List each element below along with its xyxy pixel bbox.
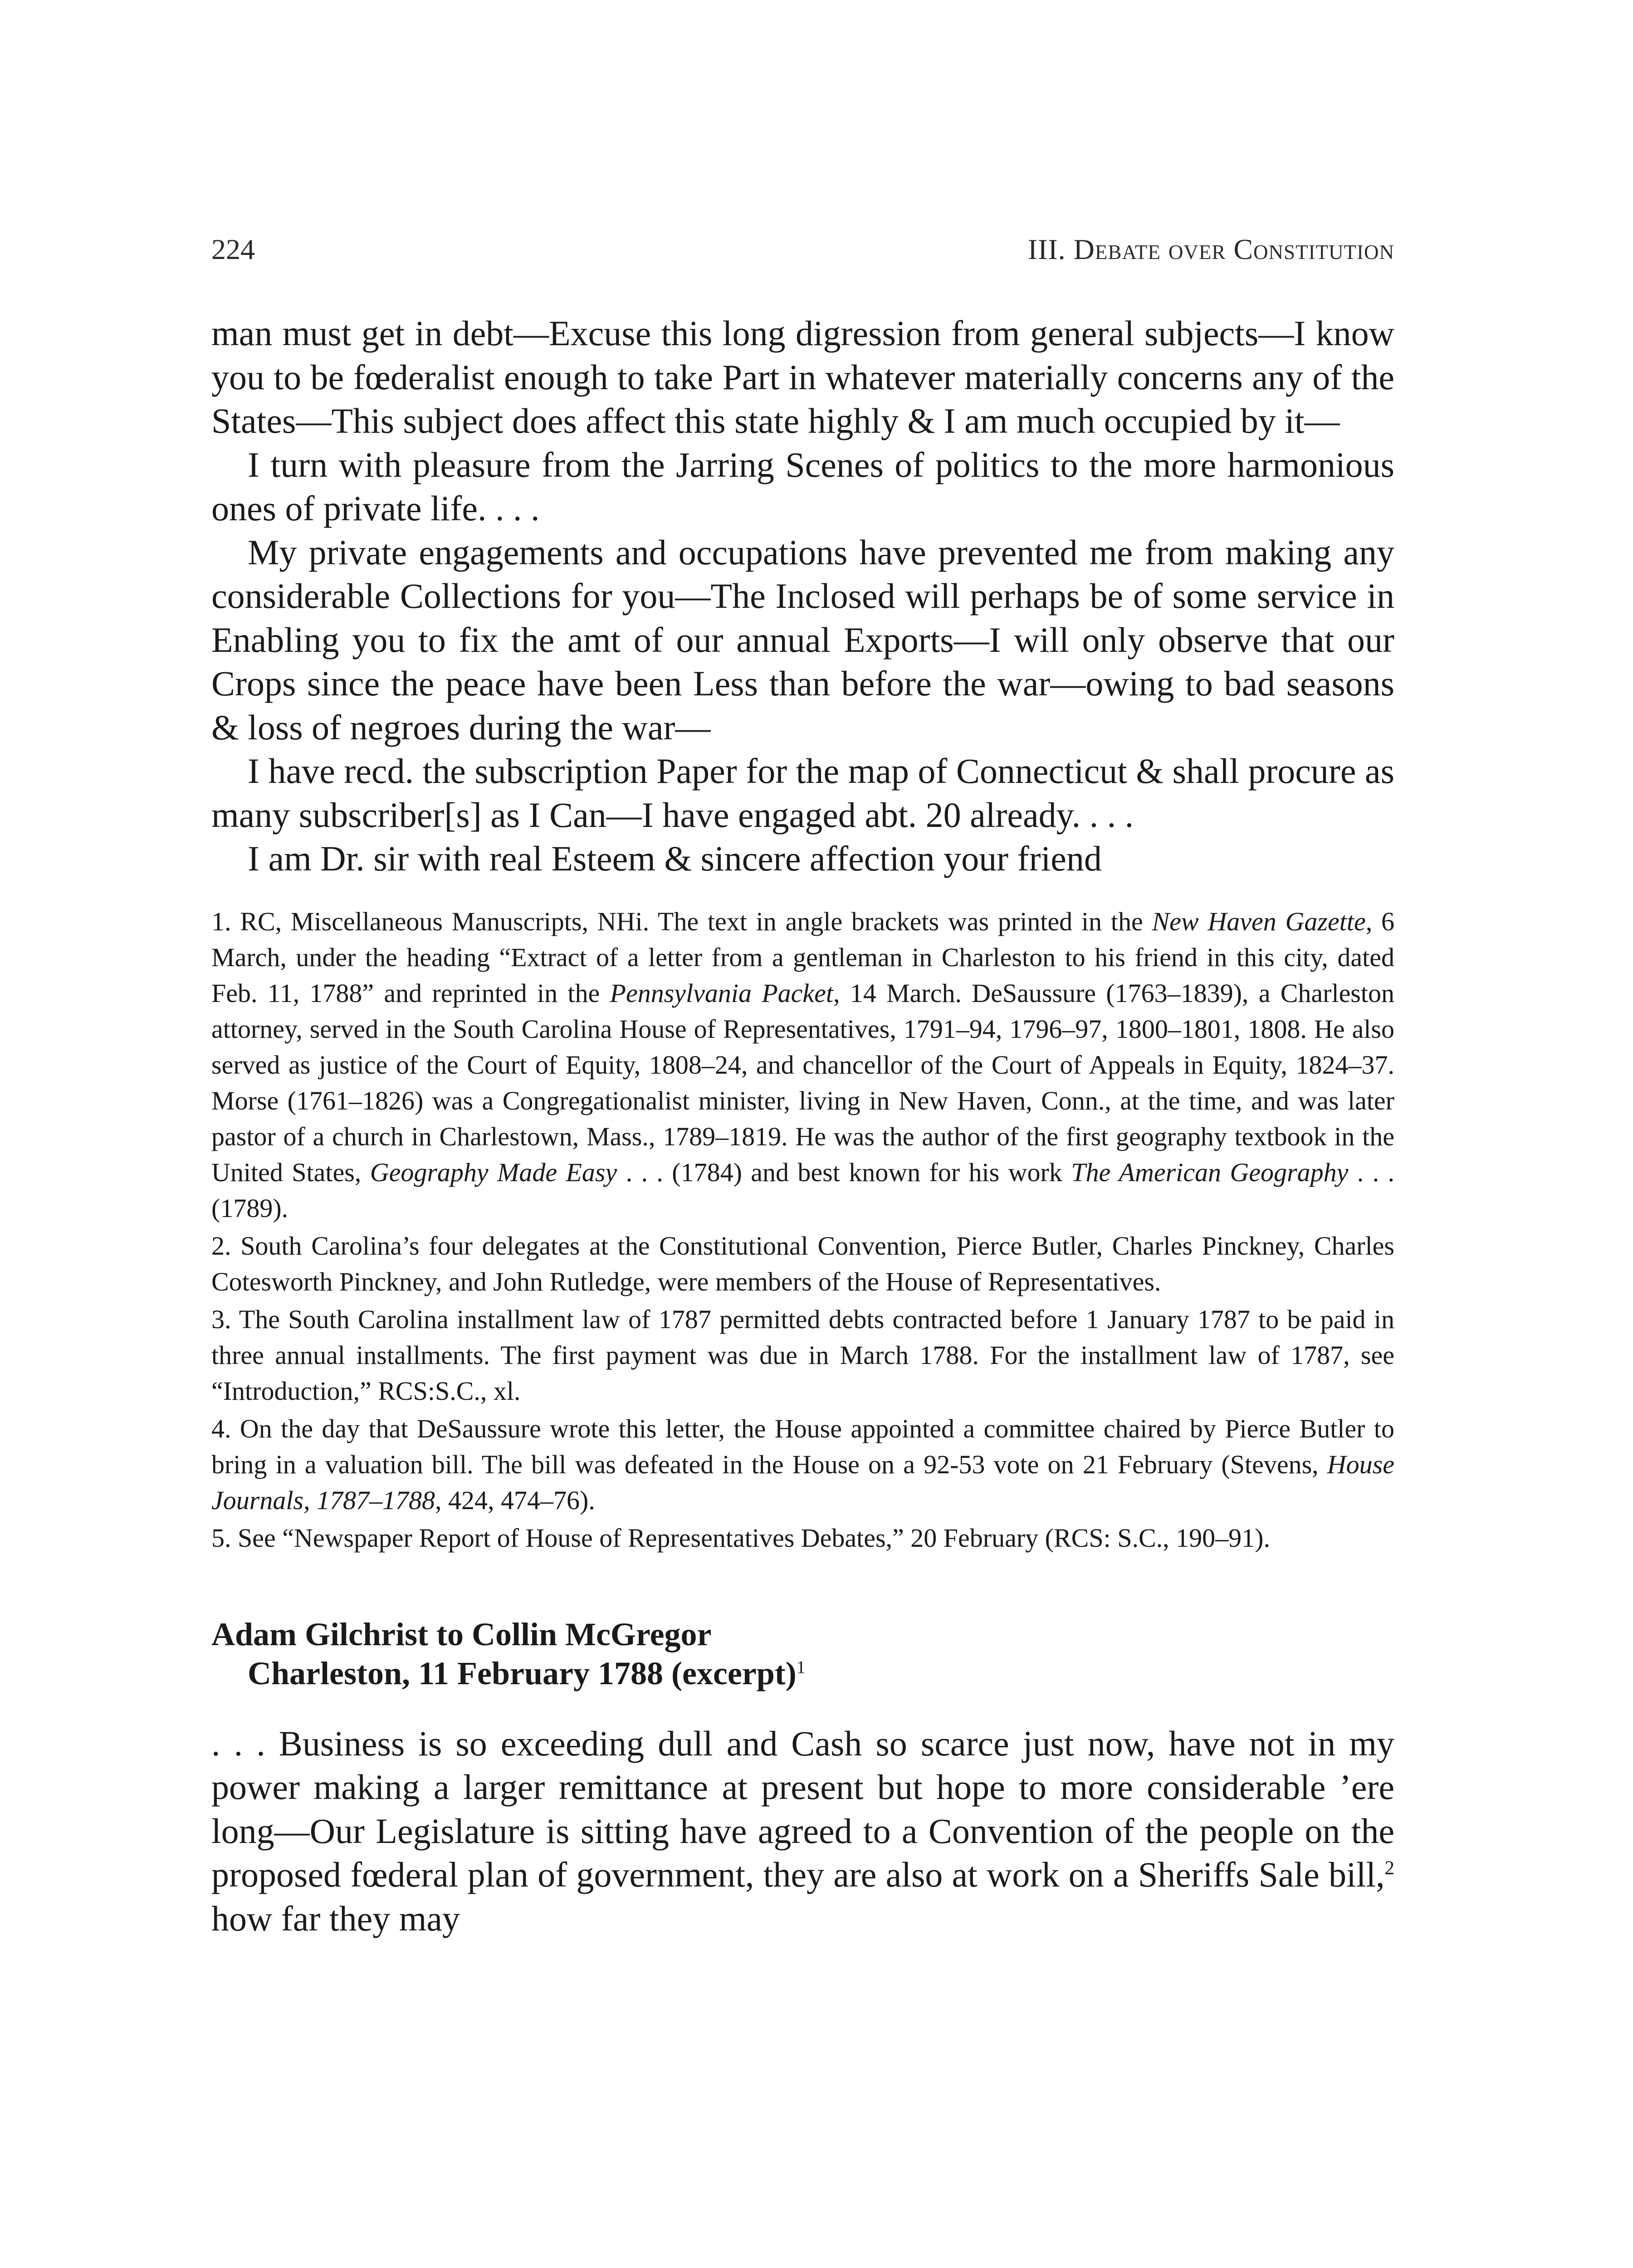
footnote-3: 3. The South Carolina installment law of 1787 permitted debts contracted before 1 January 1787 to be paid in three annual installments. The first payment was due in March 1788. For the installment law of 1787, see “Introduction,” RCS:S.C., xl. <box>211 1304 1394 1406</box>
document-page <box>211 229 1394 1941</box>
footnotes <box>211 904 1394 1556</box>
page-number: 224 <box>211 233 255 265</box>
running-head <box>211 229 1394 270</box>
letter-body-continued <box>211 312 1394 881</box>
document-dateline: Charleston, 11 February 1788 (excerpt)$^1$ <box>248 1655 806 1691</box>
closing-line: I am Dr. sir with real Esteem & sincere affection your friend <box>248 839 1102 878</box>
document-title: Adam Gilchrist to Collin McGregor <box>211 1616 712 1652</box>
footnote-ref: 2 <box>1384 1857 1394 1879</box>
paragraph: I turn with pleasure from the Jarring Scenes of politics to the more harmonious ones of private life. . . . <box>211 445 1394 528</box>
paragraph: My private engagements and occupations have prevented me from making any considerable Collections for you—The Inclosed will perhaps be of some service in Enabling you to fix the amt of our annual Exports—I will only observe that our Crops since the peace have been Less than before the war—owing to bad seasons & loss of negroes during the war— <box>211 532 1394 747</box>
footnote-2: 2. South Carolina’s four delegates at the Constitutional Convention, Pierce Butler, Charles Pinckney, Charles Cotesworth Pinckney, and John Rutledge, were members of the House of Representatives. <box>211 1231 1394 1296</box>
footnote-4: 4. On the day that DeSaussure wrote this letter, the House appointed a committee chaired by Pierce Butler to bring in a valuation bill. The bill was defeated in the House on a 92-53 vote on 21 February (Stevens, House Journals, 1787–1788, 424, 474–76). <box>211 1413 1394 1515</box>
paragraph: man must get in debt—Excuse this long digression from general subjects—I know you to be fœderalist enough to take Part in whatever materially concerns any of the States—This subject does affect this state highly & I am much occupied by it— <box>211 313 1394 440</box>
footnote-ref: 1 <box>796 1657 806 1677</box>
paragraph: I have recd. the subscription Paper for the map of Connecticut & shall procure as many subscriber[s] as I Can—I have engaged abt. 20 already. . . . <box>211 751 1394 835</box>
document-heading <box>211 1615 1394 1693</box>
section-title: III. Debate over Constitution <box>1027 233 1394 265</box>
footnote-1: 1. RC, Miscellaneous Manuscripts, NHi. The text in angle brackets was printed in the New Haven Gazette, 6 March, under the heading “Extract of a letter from a gentleman in Charleston to his friend in this city, dated Feb. 11, 1788” and reprinted in the Pennsylvania Packet, 14 March. DeSaussure (1763–1839), a Charleston attorney, served in the South Carolina House of Representatives, 1791–94, 1796–97, 1800–1801, 1808. He also served as justice of the Court of Equity, 1808–24, and chancellor of the Court of Appeals in Equity, 1824–37. Morse (1761–1826) was a Congregationalist minister, living in New Haven, Conn., at the time, and was later pastor of a church in Charlestown, Mass., 1789–1819. He was the author of the first geography textbook in the United States, Geography Made Easy . . . (1784) and best known for his work The American Geography . . . (1789). <box>211 906 1395 1223</box>
paragraph: . . . Business is so exceeding dull and Cash so scarce just now, have not in my power making a larger remittance at present but hope to more considerable ’ere long—Our Legislature is sitting have agreed to a Convention of the people on the proposed fœderal plan of government, they are also at work on a Sheriffs Sale bill,$^2$ how far they may <box>211 1723 1394 1938</box>
letter-body <box>211 1722 1394 1941</box>
footnote-5: 5. See “Newspaper Report of House of Representatives Debates,” 20 February (RCS: S.C., 190–91). <box>211 1523 1270 1553</box>
